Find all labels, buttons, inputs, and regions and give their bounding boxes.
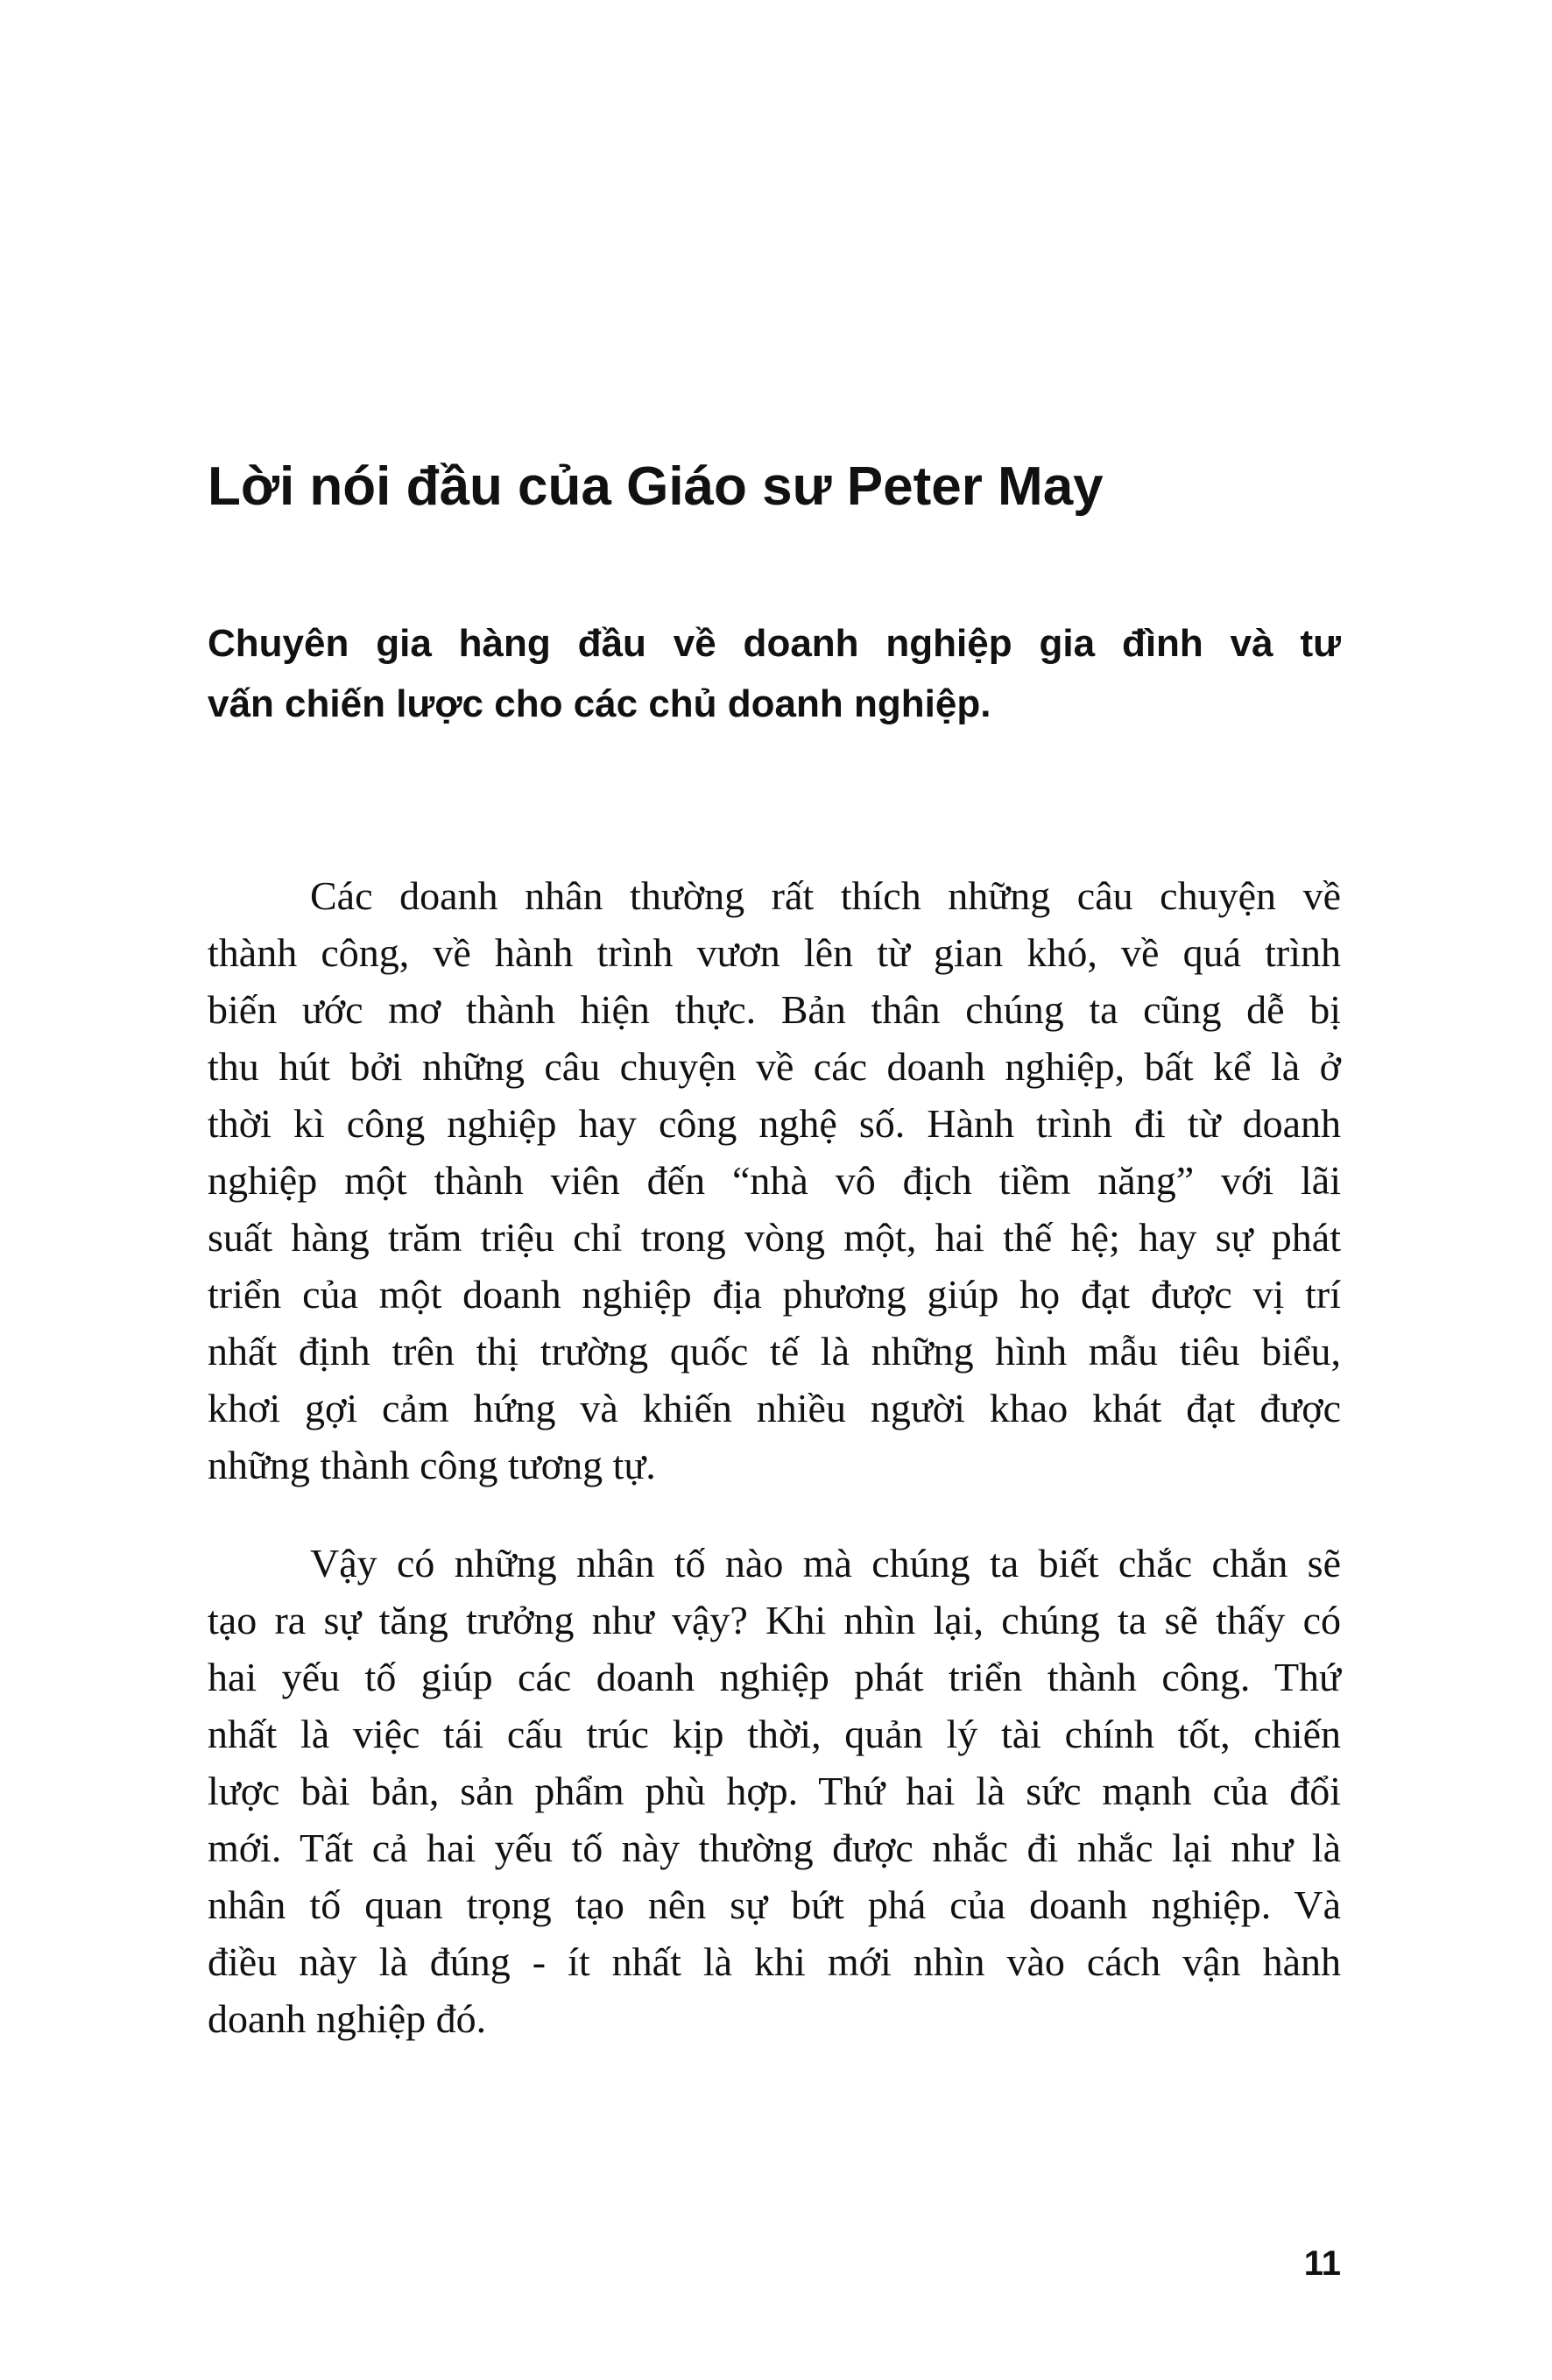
text-line: lược bài bản, sản phẩm phù hợp. Thứ hai là sức mạnh của đổi: [208, 1769, 1341, 1813]
text-line: Vậy có những nhân tố nào mà chúng ta biết chắc chắn sẽ: [310, 1541, 1341, 1585]
text-line: những thành công tương tự.: [208, 1443, 656, 1487]
text-line: nghiệp một thành viên đến “nhà vô địch tiềm năng” với lãi: [208, 1158, 1341, 1203]
text-line: thu hút bởi những câu chuyện về các doanh nghiệp, bất kể là ở: [208, 1044, 1341, 1089]
subtitle-line: Chuyên gia hàng đầu về doanh nghiệp gia đình và tư: [208, 622, 1341, 665]
text-line: nhất là việc tái cấu trúc kịp thời, quản lý tài chính tốt, chiến: [208, 1712, 1341, 1756]
paragraph-1: [208, 867, 1341, 1494]
paragraph-2: [208, 1535, 1341, 2047]
text-line: doanh nghiệp đó.: [208, 1996, 487, 2041]
page-number: 11: [1303, 2244, 1341, 2283]
text-line: nhân tố quan trọng tạo nên sự bứt phá của doanh nghiệp. Và: [208, 1882, 1341, 1927]
text-line: nhất định trên thị trường quốc tế là những hình mẫu tiêu biểu,: [208, 1329, 1341, 1374]
text-line: mới. Tất cả hai yếu tố này thường được nhắc đi nhắc lại như là: [208, 1826, 1341, 1870]
subtitle-line: vấn chiến lược cho các chủ doanh nghiệp.: [208, 682, 991, 725]
text-line: Các doanh nhân thường rất thích những câu chuyện về: [310, 873, 1341, 918]
text-line: triển của một doanh nghiệp địa phương giúp họ đạt được vị trí: [208, 1272, 1341, 1317]
text-line: biến ước mơ thành hiện thực. Bản thân chúng ta cũng dễ bị: [208, 987, 1341, 1032]
text-line: hai yếu tố giúp các doanh nghiệp phát triển thành công. Thứ: [208, 1655, 1341, 1699]
text-line: khơi gợi cảm hứng và khiến nhiều người khao khát đạt được: [208, 1386, 1341, 1430]
subtitle: [208, 613, 1341, 734]
text-line: suất hàng trăm triệu chỉ trong vòng một, hai thế hệ; hay sự phát: [208, 1215, 1341, 1260]
text-line: tạo ra sự tăng trưởng như vậy? Khi nhìn lại, chúng ta sẽ thấy có: [208, 1598, 1341, 1642]
page-title: Lời nói đầu của Giáo sư Peter May: [208, 456, 1104, 517]
text-line: điều này là đúng - ít nhất là khi mới nhìn vào cách vận hành: [208, 1939, 1341, 1984]
text-line: thành công, về hành trình vươn lên từ gian khó, về quá trình: [208, 930, 1341, 975]
text-line: thời kì công nghiệp hay công nghệ số. Hành trình đi từ doanh: [208, 1101, 1341, 1146]
